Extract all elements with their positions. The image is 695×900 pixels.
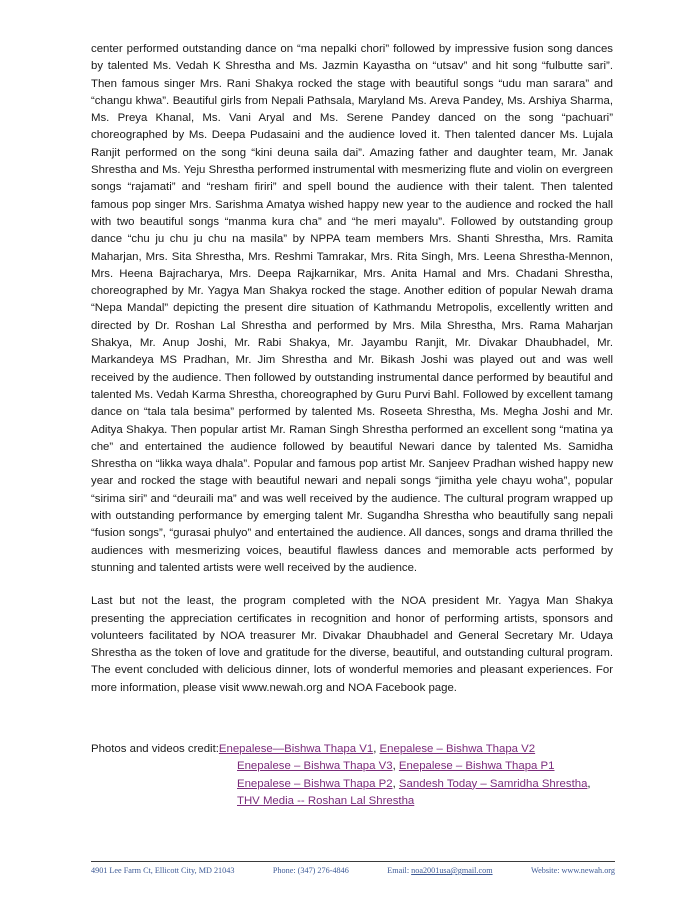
photo-video-credits (91, 741, 631, 811)
credit-row (91, 793, 631, 810)
paragraph-cultural-program: center performed outstanding dance on “ma nepalki chori” followed by impressive fusion song dances by talented Ms. Vedah K Shrestha and Ms. Jazmin Kayastha on “utsav” and hit song “fulbutte sari”. Then famous singer Mrs. Rani Shakya rocked the stage with beautiful songs “udu man sarara” and “changu khwa”. Beautiful girls from Nepali Pathsala, Maryland Ms. Areva Pandey, Ms. Arshiya Sharma, Ms. Preya Khanal, Ms. Vani Aryal and Ms. Serene Pandey danced on the song “pachuari” choreographed by Ms. Deepa Pudasaini and the audience loved it. Then talented dancer Ms. Lujala Ranjit performed on the song “kini deuna saila dai”. Amazing father and daughter team, Mr. Janak Shrestha and Ms. Yeju Shrestha performed instrumental with mesmerizing flute and violin on evergreen songs “rajamati” and “resham firiri” and spell bound the audience with their talent. Then talented famous pop singer Mrs. Sarishma Amatya wished happy new year to the audience and rocked the hall with two beautiful songs “manma kura cha” and “he meri mayalu”. Followed by outstanding group dance “chu ju chu ju chu na masila” by NPPA team members Mrs. Shanti Shrestha, Mrs. Ramita Maharjan, Mrs. Sita Shrestha, Mrs. Reshmi Tamrakar, Mrs. Rita Singh, Mrs. Leena Shrestha-Mennon, Mrs. Heena Bajracharya, Mrs. Deepa Rajkarnikar, Mrs. Anita Hamal and Mrs. Chadani Shrestha, choreographed by Mr. Yagya Man Shakya rocked the stage. Another edition of popular Newah drama “Nepa Mandal” depicting the present dire situation of Kathmandu Metropolis, excellently written and directed by Dr. Roshan Lal Shrestha and performed by Mrs. Mila Shrestha, Mrs. Rama Maharjan Shakya, Mr. Anup Joshi, Mr. Rabi Shakya, Mr. Jayambu Ranjit, Mr. Divakar Dhaubhadel, Mr. Markandeya MS Pradhan, Mr. Jim Shrestha and Mr. Bikash Joshi was played out and was well received by the audience. Then followed by outstanding instrumental dance performed by beautiful and talented Ms. Vedah Karma Shrestha, choreographed by Guru Purvi Bahl. Followed by excellent tamang dance on “tala tala besima” performed by talented Ms. Roseeta Shrestha, Ms. Megha Joshi and Mr. Aditya Shakya. Then popular artist Mr. Raman Singh Shrestha performed an excellent song “matina ya che” and entertained the audience followed by beautiful Newari dance by talented Ms. Samidha Shrestha on “likka waya dhala”. Popular and famous pop artist Mr. Sanjeev Pradhan wished happy new year and rocked the stage with beautiful newari and nepali songs “jimitha yele chayu woha”, popular “sirima siri” and “deuraili ma” and was well received by the audience. The cultural program wrapped up with outstanding performance by emerging talent Mr. Sugandha Shrestha who beautifully sang nepali “fusion songs”, “gurasai phulyo” and entertained the audience. All dances, songs and drama thrilled the audiences with mesmerizing voices, beautiful flawless dances and memorable acts performed by stunning and talented artists were well received by the audience. (91, 43, 613, 574)
credit-separator: , (392, 777, 399, 790)
credit-row (91, 776, 631, 793)
footer-email-label: Email: (387, 866, 412, 875)
credits-lead: Photos and videos credit: (91, 743, 219, 755)
footer-address: 4901 Lee Farm Ct, Ellicott City, MD 21043 (91, 866, 235, 875)
credit-separator: , (587, 777, 591, 790)
credit-row (91, 758, 631, 775)
footer-email (387, 866, 492, 875)
credit-link-enepalese-p2[interactable]: Enepalese – Bishwa Thapa P2 (237, 777, 393, 790)
footer-website[interactable]: Website: www.newah.org (531, 866, 615, 875)
credit-separator: , (373, 743, 380, 755)
credit-link-enepalese-v1[interactable]: Enepalese—Bishwa Thapa V1 (218, 743, 374, 755)
credit-link-enepalese-v3[interactable]: Enepalese – Bishwa Thapa V3 (237, 760, 393, 773)
credit-row (91, 741, 631, 758)
footer-email-link[interactable]: noa2001usa@gmail.com (411, 866, 493, 875)
article-body (91, 41, 613, 697)
credit-link-sandesh-today[interactable]: Sandesh Today – Samridha Shrestha (398, 777, 588, 790)
footer-phone: Phone: (347) 276-4846 (272, 866, 349, 875)
paragraph-conclusion: Last but not the least, the program completed with the NOA president Mr. Yagya Man Shakya presenting the appreciation certificates in recognition and honor of performing artists, sponsors and volunteers facilitated by NOA treasurer Mr. Divakar Dhaubhadel and General Secretary Mr. Udaya Shrestha as the token of love and gratitude for the diverse, beautiful, and outstanding cultural program. The event concluded with delicious dinner, lots of wonderful memories and pleasant experiences. For more information, please visit www.newah.org and NOA Facebook page. (91, 595, 613, 694)
page-footer (91, 866, 615, 875)
footer-divider (91, 861, 615, 862)
credit-separator: , (392, 760, 399, 773)
credit-link-enepalese-v2[interactable]: Enepalese – Bishwa Thapa V2 (379, 743, 536, 755)
credit-link-thv-media[interactable]: THV Media -- Roshan Lal Shrestha (237, 795, 415, 808)
credit-link-enepalese-p1[interactable]: Enepalese – Bishwa Thapa P1 (398, 760, 555, 773)
